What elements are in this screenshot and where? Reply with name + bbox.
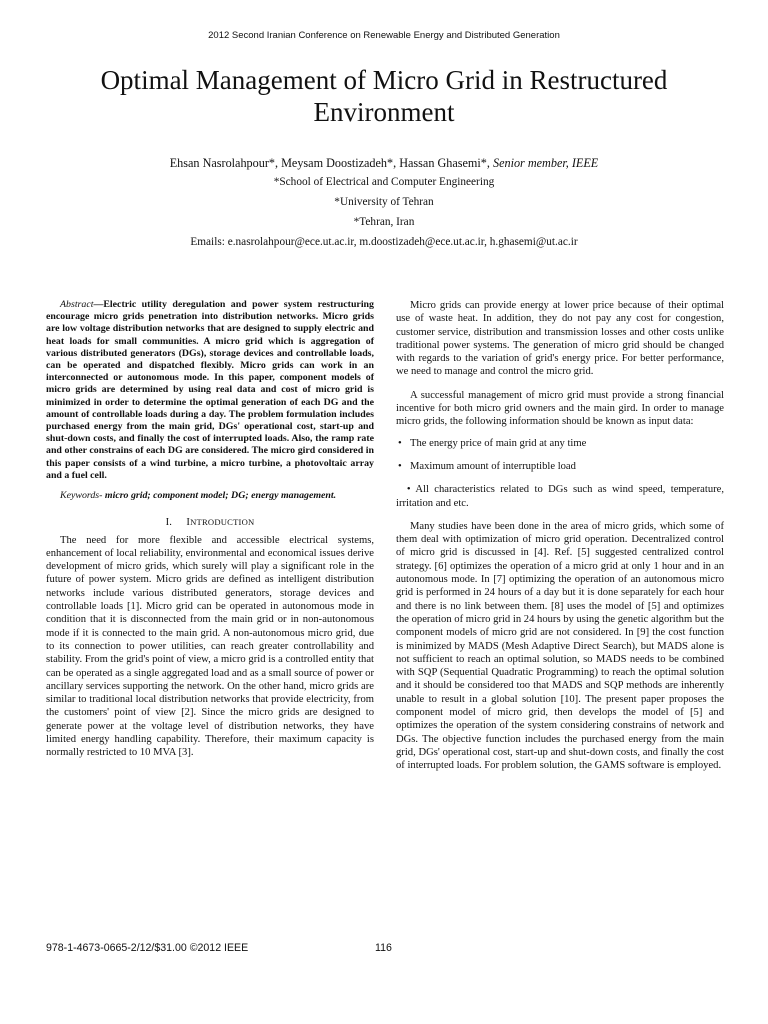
list-item: • The energy price of main grid at any time bbox=[398, 437, 587, 449]
author-line bbox=[40, 156, 728, 171]
paragraph-management: A successful management of micro grid must provide a strong financial incentive for both micro grid owners and the main gird. In order to manage micro grids, the following information should be known as input data: bbox=[396, 389, 724, 428]
abstract-text: —Electric utility deregulation and power system restructuring encourage micro grids penetration into distribution networks. Micro grids are low voltage distribution networks that are designed to supply electric and heat loads for small communities. A micro grid which is aggregation of various distributed generators (DGs), storage devices and controllable loads, can be operated and dispatched flexibly. Micro grids can work in an interconnected or autonomous mode. In this paper, component models of micro grids are determined by using real data and cost of micro grid is minimized in order to determine the optimal generation of each DG and the amount of controllable loads during a day. The problem formulation includes purchased energy from the main grid, DGs' operational cost, start-up and shut-down costs, and finally the cost of interrupted loads. Also, the ramp rate and other constrains of each DG are considered. The micro gird considered in this paper consists of a wind turbine, a micro turbine, a photovoltaic array and a fuel cell. bbox=[46, 299, 374, 481]
author-role: Senior member, IEEE bbox=[492, 156, 599, 170]
affiliation-city: *Tehran, Iran bbox=[353, 216, 415, 228]
section-numeral: I. bbox=[165, 517, 173, 529]
bullet-glyph: • bbox=[398, 460, 402, 472]
intro-paragraph: The need for more flexible and accessible electrical systems, enhancement of local reliability, environmental and economical issues derive development of micro grids, which surely will play a significant role in the future of power system. Micro grids are defined as intelligent distribution networks include various distributed generators, storage devices and controllable loads [1]. Micro grid can be operated in autonomous mode in condition that it is disconnected from the main grid or in non-autonomous mode if it is connected to the main grid. A non-autonomous micro grid, due to its connection to power utilities, can reach greater controllability and stability. From the grid's point of view, a micro grid is a controlled entity that can be operated as a single aggregated load and as a small source of power or ancillary services supporting the network. On the other hand, micro grids are similar to traditional local distribution networks that provide electricity, from the customers' point of view [2]. Since the micro grids are designed to generate power at the voltage level of distribution networks, they have limited energy handling capability. Therefore, their maximum capacity is normally restricted to 10 MVA [3]. bbox=[46, 534, 374, 759]
list-item: • Maximum amount of interruptible load bbox=[398, 460, 576, 472]
keywords-label: Keywords- bbox=[60, 490, 103, 502]
keywords bbox=[46, 490, 374, 502]
left-column bbox=[46, 299, 374, 760]
footer-isbn: 978-1-4673-0665-2/12/$31.00 ©2012 IEEE bbox=[46, 942, 249, 954]
input-data-list bbox=[396, 437, 724, 510]
section-heading-introduction bbox=[46, 516, 374, 529]
page-number: 116 bbox=[375, 942, 392, 954]
paragraph-cost: Micro grids can provide energy at lower price because of their optimal use of waste heat. In addition, they do not pay any cost for congestion, customer service, distribution and transmission losses and other costs unlike traditional power systems. The generation of micro grid should be changed with regards to the variation of grid's energy price. For better performance, we need to manage and control the micro grid. bbox=[396, 300, 724, 378]
author-names: Ehsan Nasrolahpour*, Meysam Doostizadeh*, Hassan Ghasemi*, bbox=[169, 156, 490, 170]
paragraph-literature: Many studies have been done in the area of micro grids, which some of them deal with optimization of micro grid operation. Decentralized control of micro grid is discussed in [4]. Ref. [5] suggested centralized control strategy. [6] optimizes the operation of a micro grid at only 1 hour and in an autonomous mode. In [7] optimizing the operation of an autonomous micro grid is performed in 24 hours of a day but it is done separately for each hour and there is no link between them. [8] uses the model of [5] and optimizes the operation of micro grid in 24 hours by using the genetic algorithm but the component models of micro grid are not considered. In [9] the cost function is minimized by MADS (Mesh Adaptive Direct Search), but MADS alone is not sufficient to reach an optimal solution, so MADS needs to be combined with SQP (Sequential Quadratic Programming) to reach the optimal solution and it should be considered too that MADS and SQP methods are inherently unable to result in a global solution [10]. The present paper proposes the component model of micro grid, then develops the model of [5] and optimizes the operation of the system considering constrains of network and DGs. The objective function includes the purchased energy from the main grid, DGs' operational cost, start-up and shut-down costs, and finally the cost of interrupted loads. For problem solution, the GAMS software is employed. bbox=[396, 520, 724, 772]
affiliation-school: *School of Electrical and Computer Engineering bbox=[273, 176, 495, 188]
section-rest: NTRODUCTION bbox=[190, 517, 255, 528]
bullet-glyph: • bbox=[398, 437, 402, 449]
keywords-text: micro grid; component model; DG; energy management. bbox=[102, 490, 337, 502]
conference-header: 2012 Second Iranian Conference on Renewable Energy and Distributed Generation bbox=[208, 30, 560, 41]
affiliation-university: *University of Tehran bbox=[334, 196, 434, 208]
section-first-letter: I bbox=[186, 517, 191, 529]
bullet-glyph: • bbox=[406, 484, 411, 496]
right-column bbox=[396, 299, 724, 773]
abstract-label: Abstract bbox=[60, 299, 94, 310]
abstract bbox=[46, 299, 374, 482]
paper-title: Optimal Management of Micro Grid in Restructured Environment bbox=[100, 65, 668, 127]
list-item: • All characteristics related to DGs such as wind speed, temperature, irritation and etc. bbox=[396, 484, 725, 509]
author-emails: Emails: e.nasrolahpour@ece.ut.ac.ir, m.doostizadeh@ece.ut.ac.ir, h.ghasemi@ut.ac.ir bbox=[190, 236, 578, 248]
